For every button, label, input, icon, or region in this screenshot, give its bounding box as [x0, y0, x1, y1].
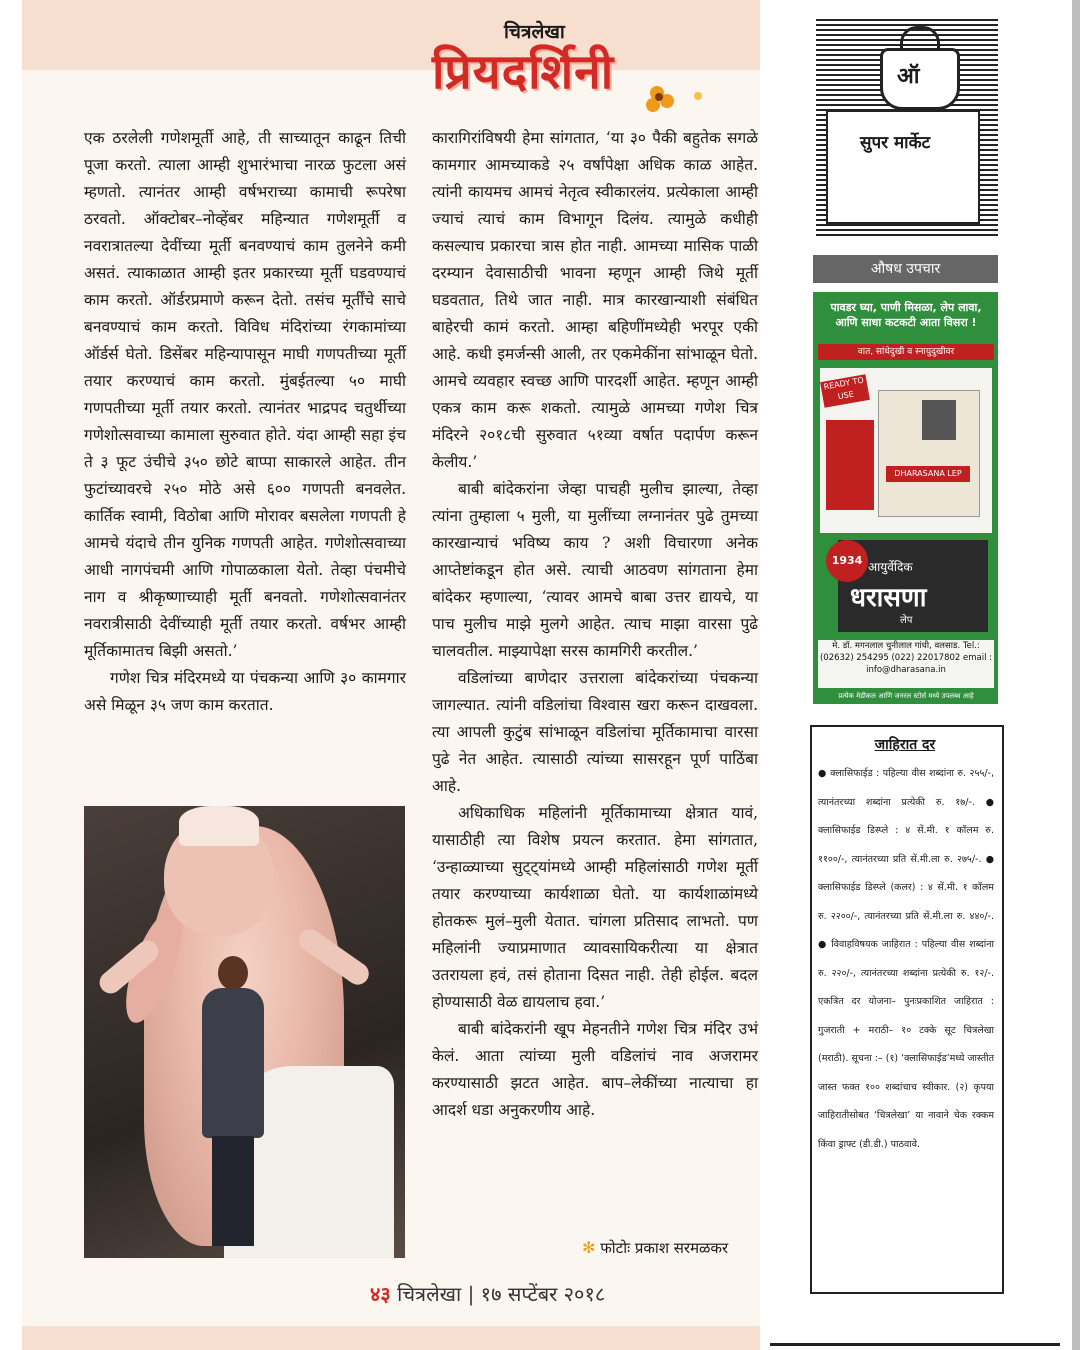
masthead-magazine-name: चित्रलेखा — [504, 21, 565, 43]
masthead-title: प्रियदर्शिनी — [432, 44, 615, 100]
ad-year-badge: 1934 — [826, 540, 868, 582]
article-paragraph: बाबी बांदेकरांना जेव्हा पाचही मुलीच झाल्या, तेव्हा त्यांना तुम्हाला ५ मुली, या मुलींच्या लग्नानंतर पुढे तुमच्या कारखान्याचं भविष्य काय ? अशी विचारणा अनेक आप्तेष्टांकडून होत असे. त्याची आठवण सांगताना हेमा बांदेकर म्हणाल्या, ‘त्यावर आमचे बाबा उत्तर द्यायचे, या पाच मुलीच माझे मुलगे आहेत. त्याच माझा वारसा पुढे चालवतील. माझ्यापेक्षा सरस कामगिरी करतील.’ — [432, 480, 758, 660]
article-paragraph: गणेश चित्र मंदिरमध्ये या पंचकन्या आणि ३० कामगार असे मिळून ३५ जण काम करतात. — [84, 669, 406, 714]
article-paragraph: कारागिरांविषयी हेमा सांगतात, ‘या ३० पैकी बहुतेक सगळे कामगार आमच्याकडे २५ वर्षांपेक्षा अधिक काळ आहेत. त्यांनी कायमच आमचं नेतृत्व स्वीकारलंय. प्रत्येकाला आम्ही ज्याचं त्याचं काम विभागून दिलंय. त्यामुळे कधीही कसल्याच प्रकारचा त्रास होत नाही. आमच्या मासिक पाळी दरम्यान देवासाठीची भावना म्हणून आम्ही जिथे मूर्ती घडवतात, तिथे जात नाही. मात्र कारखान्याशी संबंधित बाहेरची कामं करतो. आम्हा बहिणींमध्येही भरपूर एकी आहे. कधी इमर्जन्सी आली, तर एकमेकींना सांभाळून घेतो. आमचे व्यवहार स्वच्छ आणि पारदर्शी आहेत. म्हणून आम्ही एकत्र काम करू शकतो. त्यामुळे आमच्या गणेश चित्र मंदिरने २०१८ची सुरुवात ५१व्या वर्षात पदार्पण करून केलीय.’ — [432, 129, 758, 471]
ad-category-header: औषध उपचार — [813, 255, 998, 283]
ad-tagline: पावडर घ्या, पाणी मिसळा, लेप लावा, आणि साधा कटकटी आता विसरा ! — [830, 301, 982, 329]
star-icon: ✻ — [582, 1238, 596, 1257]
article-paragraph: एक ठरलेली गणेशमूर्ती आहे, ती साच्यातून काढून तिची पूजा करतो. त्याला आम्ही शुभारंभाचा नारळ फुटला असं म्हणतो. त्यानंतर आम्ही वर्षभराच्या कामाची रूपरेषा ठरवतो. ऑक्टोबर–नोव्हेंबर महिन्यात गणेशमूर्ती व नवरात्रातल्या देवींच्या मूर्ती बनवण्याचं काम तुलनेने कमी असतं. त्याकाळात आम्ही इतर प्रकारच्या मूर्ती घडवण्याचं काम करतो. ऑर्डरप्रमाणे करून देतो. तसंच मूर्तींचे साचे बनवण्याचं काम करतो. विविध मंदिरांच्या रंगकामांच्या ऑर्डर्स घेतो. डिसेंबर महिन्यापासून माघी गणपतीच्या मूर्ती तयार करण्याचं काम करतो. मुंबईतल्या ५० माघी गणपतीच्या मूर्ती तयार करतो. त्यानंतर भाद्रपद चतुर्थीच्या गणेशोत्सवाच्या कामाला सुरुवात होते. यंदा आम्ही सहा इंच ते ३ फूट उंचीचे ३५० छोटे बाप्पा साकारले आहेत. तीन फुटांच्यावरचे २५० मोठे असे ६०० गणपती बनवलेत. कार्तिक स्वामी, विठोबा आणि मोरावर बसलेला गणपती हे आमचे यंदाचे तीन युनिक गणपती आहेत. गणेशोत्सवाच्या आधी नागपंचमी आणि गोपाळकाला येतो. तेव्हा पंचमीचे नाग व श्रीकृष्णाच्याही मूर्ती बनवतो. गणेशोत्सवानंतर नवरात्रीसाठी देवींच्याही मूर्ती तयार करतो. वर्षभर आम्ही मूर्तिकामातच बिझी असतो.’ — [84, 129, 406, 660]
ad-subline: वात, सांधेदुखी व स्नायुदुखीवर — [818, 344, 994, 360]
article-paragraph: अधिकाधिक महिलांनी मूर्तिकामाच्या क्षेत्रात यावं, यासाठीही त्या विशेष प्रयत्न करतात. हेमा सांगतात, ‘उन्हाळ्याच्या सुट्ट्यांमध्ये आम्ही महिलांसाठी गणेश मूर्ती तयार करण्याच्या कार्यशाळा घेतो. या कार्यशाळांमध्ये होतकरू मुलं–मुली येतात. चांगला प्रतिसाद लाभतो. पण महिलांनी ज्याप्रमाणात व्यावसायिकरीत्या या क्षेत्रात उतरायला हवं, तसं होताना दिसत नाही. तेही होईल. बदल होण्यासाठी वेळ द्यायलाच हवा.’ — [432, 804, 758, 1011]
ad-ready-badge: READY TO USE — [820, 374, 870, 408]
article-paragraph: बाबी बांदेकरांनी खूप मेहनतीने गणेश चित्र मंदिर उभं केलं. आता त्यांच्या मुली वडिलांचं नाव अजरामर करण्यासाठी झटत आहेत. बाप–लेकींच्या नात्याचा हा आदर्श धडा अनुकरणीय आहे. — [432, 1020, 758, 1119]
footer-magazine: चित्रलेखा — [397, 1282, 462, 1306]
bottom-band — [22, 1326, 760, 1350]
ad-brand-name: धरासणा — [850, 583, 927, 613]
ad-brand-small: आयुर्वेदिक — [868, 560, 913, 574]
article-paragraph: वडिलांच्या बाणेदार उत्तराला बांदेकरांच्या पंचकन्या जागल्यात. त्यांनी वडिलांचा विश्वास खरा करून दाखवला. त्या आपली कुटुंब सांभाळून वडिलांचा मूर्तिकामाचा वारसा पुढे नेत आहेत. त्यासाठी त्यांच्या सासरहून पूर्ण पाठिंबा आहे. — [432, 669, 758, 795]
article-column-2 — [432, 125, 758, 1124]
article-column-1 — [84, 125, 406, 719]
page-footer — [370, 1280, 605, 1307]
super-market-title: सुपर मार्केट — [860, 133, 931, 153]
article-photo — [84, 806, 405, 1258]
ad-side-panel — [826, 420, 874, 510]
bottom-rule — [770, 1343, 1060, 1346]
shopping-bag-icon — [880, 48, 960, 110]
page-number: ४३ — [370, 1282, 391, 1306]
masthead — [432, 18, 742, 113]
photo-credit-text: फोटोः प्रकाश सरमळकर — [600, 1239, 729, 1257]
footer-separator: | — [467, 1282, 475, 1306]
ad-brand-sub: लेप — [900, 615, 913, 626]
footer-date: १७ सप्टेंबर २०१८ — [480, 1282, 606, 1306]
ad-product-label: DHARASANA LEP — [886, 466, 970, 482]
photo-credit — [582, 1238, 728, 1258]
ad-rates-title: जाहिरात दर — [874, 737, 936, 753]
shopping-bag-letter: ऑ — [897, 64, 920, 89]
ad-rates-body: ● क्लासिफाईड : पहिल्या वीस शब्दांना रु. २५५/-, त्यानंतरच्या शब्दांना प्रत्येकी रु. १७/-. ● क्लासिफाईड डिस्प्ले : ४ सें.मी. १ कॉलम रु. ११००/-, त्यानंतरच्या प्रति सें.मी.ला रु. २७५/-. ● क्लासिफाईड डिस्प्ले (कलर) : ४ सें.मी. १ कॉलम रु. २२००/-, त्यानंतरच्या प्रति सें.मी.ला रु. ४४०/-. ● विवाहविषयक जाहिरात : पहिल्या वीस शब्दांना रु. २२०/-, त्यानंतरच्या शब्दांना प्रत्येकी रु. १२/-. एकत्रित दर योजना– पुनःप्रकाशित जाहिरात : गुजराती + मराठी– १० टक्के सूट चित्रलेखा (मराठी). सूचना :– (१) ‘क्लासिफाईड’मध्ये जास्तीत जास्त फक्त १०० शब्दांचाच स्वीकार. (२) कृपया जाहिरातीसोबत ‘चित्रलेखा’ या नावाने चेक रक्कम किंवा ड्राफ्ट (डी.डी.) पाठवावे. — [818, 768, 994, 1150]
ad-bottom-strip: प्रत्येक मेडीकल आणि जनरल स्टोर्स मध्ये उपलब्ध आहे — [818, 690, 994, 702]
ad-address: मे. डॉ. मगनलाल चुनीलाल गांधी, वलसाड. Tel.: (02632) 254295 (022) 22017802 email : info@dharasana.in — [818, 640, 994, 688]
super-market-label-box — [826, 110, 980, 224]
ad-portrait — [922, 400, 956, 440]
page-edge — [1072, 0, 1080, 1350]
